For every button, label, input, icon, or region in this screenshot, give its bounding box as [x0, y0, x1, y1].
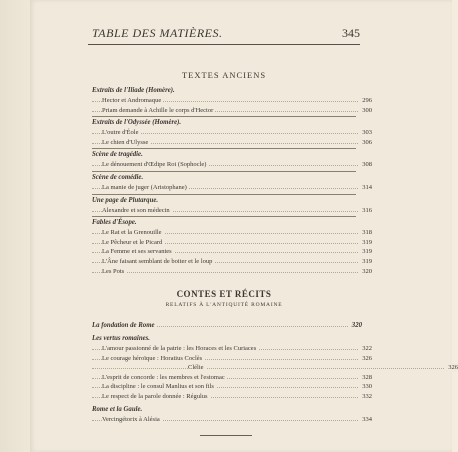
- header-rule: [88, 44, 360, 45]
- leader-dots: [92, 368, 444, 369]
- toc-entry-page: 319: [362, 258, 372, 265]
- toc-entry: [92, 160, 372, 169]
- toc-entry-page: 319: [362, 238, 372, 246]
- toc-entry-page: 320: [362, 267, 372, 275]
- toc-entry: [92, 238, 372, 247]
- toc-entry-title: Les Pots: [102, 267, 125, 275]
- toc-group-heading: [92, 334, 362, 343]
- toc-entry-page: 332: [362, 393, 372, 400]
- toc-entry-page: 314: [362, 184, 372, 191]
- toc-entry-page: 306: [362, 138, 372, 146]
- toc-entry-page: 300: [362, 106, 372, 114]
- group-divider: [92, 148, 356, 149]
- toc-entry-title: Fables d'Ésope.: [92, 219, 137, 227]
- toc-entry-title: L'esprit de concorde : les membres et l'estomac: [102, 373, 225, 381]
- toc-entry-page: 322: [362, 345, 372, 352]
- group-divider: [92, 116, 356, 117]
- toc-entry-page: 320: [351, 322, 362, 329]
- toc-entry-title: L'outre d'Éole: [102, 129, 139, 137]
- toc-group-heading: [92, 321, 362, 330]
- toc-entry-page: 316: [362, 206, 372, 214]
- toc-entry-title: Extraits de l'Iliade (Homère).: [92, 87, 175, 94]
- toc-entry: [92, 392, 372, 401]
- group-divider: [92, 216, 356, 217]
- toc-entry-title: La fondation de Rome: [92, 322, 155, 329]
- toc-entry: [92, 363, 458, 372]
- toc-entry-title: Priam demande à Achille le corps d'Hector: [102, 106, 214, 114]
- binding-shadow: [0, 0, 30, 452]
- toc-entry: [92, 415, 372, 424]
- toc-entry-title: Scène de tragédie.: [92, 151, 143, 159]
- toc-entry-page: 328: [362, 373, 372, 381]
- toc-entry-page: 308: [362, 161, 372, 169]
- toc-entry: [92, 228, 372, 237]
- toc-entry-title: Vercingétorix à Alésia: [102, 415, 160, 423]
- toc-entry-title: Le Rat et la Grenouille: [102, 229, 162, 237]
- page-number: 345: [342, 26, 360, 40]
- toc-group-heading: [92, 196, 362, 205]
- toc-entry: [92, 206, 372, 215]
- toc-group-heading: [92, 150, 362, 159]
- toc-entry-title: La Femme et ses servantes: [102, 248, 172, 256]
- toc-entry-page: 318: [362, 229, 372, 237]
- toc-entry-page: 296: [362, 97, 372, 104]
- toc-entry: [92, 128, 372, 137]
- toc-entry: [92, 344, 372, 353]
- toc-entry-page: 326: [448, 364, 458, 372]
- toc-entry-title: Alexandre et son médecin: [102, 206, 170, 214]
- toc-entry-title: Le respect de la parole donnée : Régulus: [102, 393, 208, 400]
- toc-entry: [92, 382, 372, 391]
- toc-entry-page: 326: [362, 354, 372, 362]
- toc-entry-title: Les vertus romaines.: [92, 335, 150, 342]
- group-divider: [92, 194, 356, 195]
- toc-entry-title: L'Âne faisant semblant de boiter et le loup: [102, 258, 213, 265]
- section-title-contes: CONTES ET RÉCITS: [176, 289, 272, 299]
- toc-entry-title: Le courage héroïque : Horatius Coclès: [102, 354, 203, 362]
- toc-entry-title: Une page de Plutarque.: [92, 196, 159, 204]
- toc-entry: [92, 247, 372, 256]
- toc-entry-title: L'amour passionné de la patrie : les Horaces et les Curiaces: [102, 345, 257, 352]
- toc-entry-title: Rome et la Gaule.: [92, 405, 143, 413]
- toc-entry-page: 330: [362, 383, 372, 391]
- toc-entry-title: Scène de comédie.: [92, 174, 144, 181]
- toc-entry-title: Le chien d'Ulysse: [102, 138, 149, 146]
- bottom-rule: [200, 435, 252, 436]
- toc-entry-title: Extraits de l'Odyssée (Homère).: [92, 119, 182, 127]
- running-head: TABLE DES MATIÈRES.: [92, 26, 223, 40]
- toc-entry-page: 319: [362, 248, 372, 256]
- toc-entry-title: La manie de juger (Aristophane): [102, 184, 187, 191]
- toc-group-heading: [92, 405, 362, 414]
- toc-entry-title: Clélie: [188, 364, 204, 372]
- toc-entry: [92, 106, 372, 115]
- toc-entry-title: Hector et Andromaque: [102, 97, 162, 104]
- toc-entry-page: 303: [362, 129, 372, 137]
- toc-entry-title: Le Pêcheur et le Picard: [102, 238, 163, 246]
- toc-entry: [92, 183, 372, 192]
- toc-entry: [92, 373, 372, 382]
- toc-group-heading: [92, 218, 362, 227]
- toc-entry: [92, 96, 372, 105]
- toc-entry: [92, 354, 372, 363]
- leader-dots: [92, 272, 358, 273]
- section-subtitle-contes: RELATIFS À L'ANTIQUITÉ ROMAINE: [165, 302, 283, 308]
- group-divider: [92, 171, 356, 172]
- toc-entry: [92, 138, 372, 147]
- section-title-textes-anciens: TEXTES ANCIENS: [181, 70, 267, 80]
- toc-group-heading: [92, 86, 362, 95]
- toc-group-heading: [92, 173, 362, 182]
- page-header: [92, 26, 360, 44]
- toc-group-heading: [92, 118, 362, 127]
- toc-entry-title: La discipline : le consul Manlius et son fils: [102, 383, 214, 391]
- toc-entry-title: Le dénouement d'Œdipe Roi (Sophocle): [102, 161, 207, 169]
- toc-entry: [92, 257, 372, 266]
- toc-entry: [92, 267, 372, 276]
- toc-entry-page: 334: [362, 415, 372, 423]
